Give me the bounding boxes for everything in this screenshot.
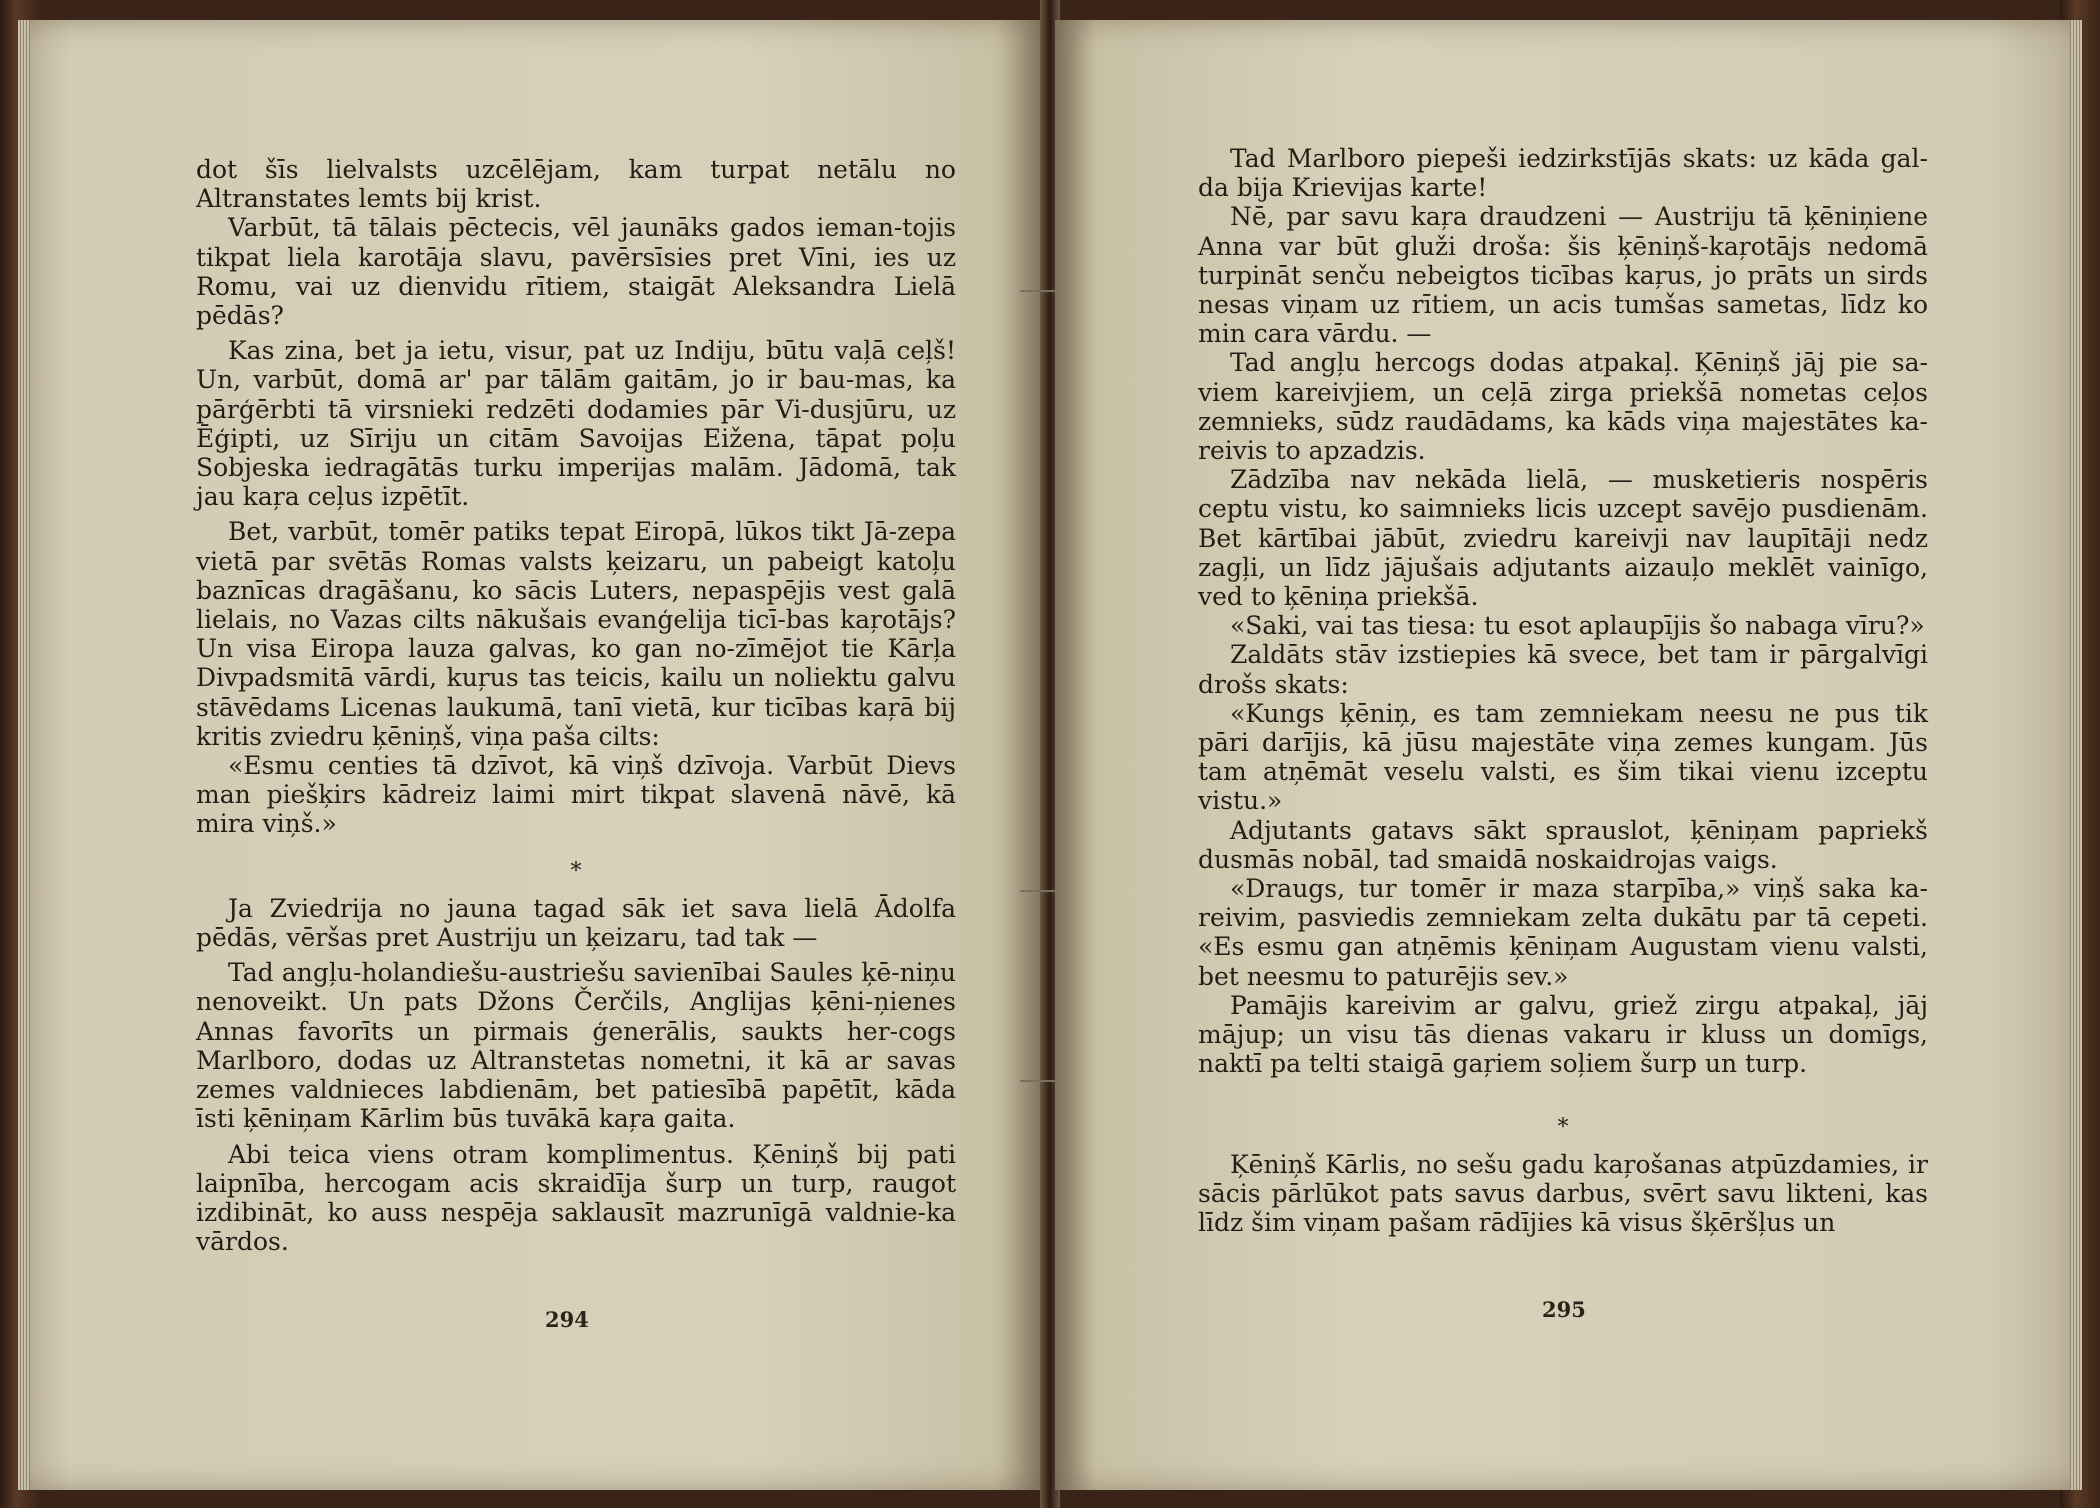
paragraph: Zādzība nav nekāda lielā, — musketieris nospēris ceptu vistu, ko saimnieks licis uzcept savējo pusdienām. Bet kārtībai jābūt, zviedru kareivji nav laupītāji nedz zagļi, un līdz jājušais adjutants aizauļo meklēt vainīgo, ved to ķēniņa priekšā. bbox=[1198, 465, 1928, 612]
section-divider-asterisk: * bbox=[1557, 1114, 1569, 1140]
section-divider-asterisk: * bbox=[570, 858, 582, 884]
paragraph: «Kungs ķēniņ, es tam zemniekam neesu ne pus tik pāri darījis, kā jūsu majestāte viņa zemes kungam. Jūs tam atņēmāt veselu valsti, es šim tikai vienu izceptu vistu.» bbox=[1198, 698, 1928, 816]
left-page bbox=[30, 20, 1045, 1490]
paragraph: Varbūt, tā tālais pēctecis, vēl jaunāks gados ieman-tojis tikpat liela karotāja slavu, pavērsīsies pret Vīni, ies uz Romu, vai uz dienvidu rītiem, staigāt Aleksandra Lielā pēdās? bbox=[196, 213, 956, 331]
paragraph: Ja Zviedrija no jauna tagad sāk iet sava lielā Ādolfa pēdās, vēršas pret Austriju un ķeizaru, tad tak — bbox=[196, 893, 956, 953]
right-page-text bbox=[1198, 144, 1928, 1237]
paragraph: «Saki, vai tas tiesa: tu esot aplaupījis šo nabaga vīru?» bbox=[1230, 611, 1925, 641]
paragraph: Bet, varbūt, tomēr patiks tepat Eiropā, lūkos tikt Jā-zepa vietā par svētās Romas valsts ķeizaru, un pabeigt katoļu baznīcas dragāšanu, ko sācis Luters, nepaspējis vest galā lielais, no Vazas cilts nākušais evanģelija ticī-bas kaŗotājs? Un visa Eiropa lauza galvas, ko gan no-zīmējot tie Kārļa Divpadsmitā vārdi, kuŗus tas teicis, kailu un noliektu galvu stāvēdams Licenas laukumā, tanī vietā, kur ticības kaŗā bij kritis zviedru ķēniņš, viņa paša cilts: bbox=[196, 517, 956, 751]
paragraph: Zaldāts stāv izstiepies kā svece, bet tam ir pārgalvīgi drošs skats: bbox=[1198, 640, 1928, 699]
paragraph: «Esmu centies tā dzīvot, kā viņš dzīvoja. Varbūt Dievs man piešķirs kādreiz laimi mirt tikpat slavenā nāvē, kā mira viņš.» bbox=[196, 751, 956, 839]
paragraph: Ķēniņš Kārlis, no sešu gadu kaŗošanas atpūzdamies, ir sācis pārlūkot pats savus darbus, svērt savu likteni, kas līdz šim viņam pašam rādījies kā visus šķēršļus un bbox=[1198, 1149, 1928, 1238]
page-number: 294 bbox=[545, 1307, 589, 1332]
paragraph: Kas zina, bet ja ietu, visur, pat uz Indiju, būtu vaļā ceļš! Un, varbūt, domā ar' par tālām gaitām, jo ir bau-mas, ka pārģērbti tā virsnieki redzēti dodamies pār Vi-dusjūru, uz Ēģipti, uz Sīriju un citām Savoijas Eižena, tāpat poļu Sobjeska iedragātās turku imperijas malām. Jādomā, tak jau kaŗa ceļus izpētīt. bbox=[196, 336, 956, 512]
paragraph: Tad angļu-holandiešu-austriešu savienībai Saules ķē-niņu nenoveikt. Un pats Džons Čerčils, Anglijas ķēni-ņienes Annas favorīts un pirmais ģenerālis, saukts her-cogs Marlboro, dodas uz Altranstetas nometni, it kā ar savas zemes valdnieces labdienām, bet patiesībā papētīt, kāda īsti ķēniņam Kārlim būs tuvākā kaŗa gaita. bbox=[196, 958, 956, 1134]
page-stack-right bbox=[2068, 20, 2082, 1490]
paragraph: Nē, par savu kaŗa draudzeni — Austriju tā ķēniņiene Anna var būt gluži droša: šis ķēniņš-kaŗotājs nedomā turpināt senču nebeigtos ticības kaŗus, jo prāts un sirds nesas viņam uz rītiem, un acis tumšas sametas, līdz ko min cara vārdu. — bbox=[1198, 202, 1928, 349]
page-number: 295 bbox=[1542, 1297, 1586, 1322]
left-page-text bbox=[196, 155, 956, 1256]
paragraph: Tad Marlboro piepeši iedzirkstījās skats: uz kāda gal-da bija Krievijas karte! bbox=[1198, 144, 1928, 203]
paragraph: «Draugs, tur tomēr ir maza starpība,» viņš saka ka-reivim, pasviedis zemniekam zelta dukātu par tā cepeti. «Es esmu gan atņēmis ķēniņam Augustam vienu valsti, bet neesmu to paturējis sev.» bbox=[1198, 874, 1928, 991]
paragraph: Pamājis kareivim ar galvu, griež zirgu atpakaļ, jāj mājup; un visu tās dienas vakaru ir kluss un domīgs, naktī pa telti staigā gaŗiem soļiem šurp un turp. bbox=[1198, 990, 1928, 1079]
right-page bbox=[1055, 20, 2070, 1490]
paragraph: Abi teica viens otram komplimentus. Ķēniņš bij pati laipnība, hercogam acis skraidīja šurp un turp, raugot izdibināt, ko auss nespēja saklausīt mazrunīgā valdnie-ka vārdos. bbox=[196, 1139, 956, 1257]
gutter-mark bbox=[1020, 890, 1060, 892]
paragraph: Tad angļu hercogs dodas atpakaļ. Ķēniņš jāj pie sa-viem kareivjiem, un ceļā zirga priekšā nometas ceļos zemnieks, sūdz raudādams, ka kāds viņa majestātes ka-reivis to apzadzis. bbox=[1198, 348, 1928, 466]
gutter-mark bbox=[1020, 290, 1060, 292]
gutter-mark bbox=[1020, 1080, 1060, 1082]
paragraph: Adjutants gatavs sākt sprauslot, ķēniņam papriekš dusmās nobāl, tad smaidā noskaidrojas vaigs. bbox=[1198, 815, 1928, 874]
paragraph: dot šīs lielvalsts uzcēlējam, kam turpat netālu no Altranstates lemts bij krist. bbox=[196, 155, 956, 214]
